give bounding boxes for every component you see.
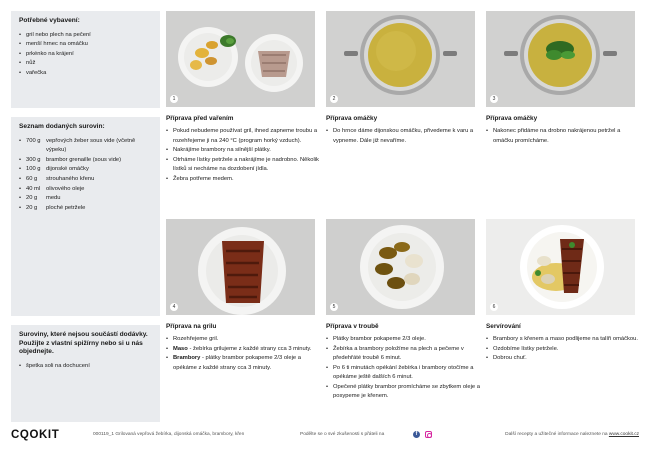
instruction-item: • Plátky brambor pokapeme 2/3 oleje. <box>326 335 480 345</box>
ingredient-quantity: • 100 g <box>26 166 41 173</box>
ingredients-title: Seznam dodaných surovin: <box>19 123 105 130</box>
ingredients-panel <box>11 117 160 316</box>
equipment-panel <box>11 11 160 108</box>
ingredient-name: vepřových žeber sous vide (včetně výpeku) <box>46 137 136 154</box>
step-title: Příprava omáčky <box>486 115 538 122</box>
instruction-item: • Opečené plátky brambor promícháme se zbytkem oleje a posypeme je křenem. <box>326 383 480 402</box>
pantry-list <box>19 362 152 372</box>
cookit-logo: CQOKIT <box>11 429 60 441</box>
served-dish-image <box>486 219 635 315</box>
ingredient-quantity: • 700 g <box>26 137 41 144</box>
instruction-keyword: Brambory <box>173 355 201 361</box>
step-title: Příprava na grilu <box>166 323 217 330</box>
ingredient-name: medu <box>46 195 61 202</box>
ingredient-quantity: • 20 g <box>26 204 38 211</box>
ingredient-quantity: • 60 g <box>26 175 38 182</box>
ingredient-quantity: • 300 g <box>26 156 41 163</box>
step-number-badge: 2 <box>330 95 338 103</box>
grilled-ribs-image <box>166 219 315 315</box>
equipment-item: • vařečka <box>19 69 152 79</box>
instruction-item: • Brambory s křenem a maso podlijeme na talíři omáčkou. <box>486 335 640 345</box>
step-title: Servírování <box>486 323 521 330</box>
ingredient-item <box>19 137 152 156</box>
more-recipes-text: Další recepty a užitečné informace naleznete na www.cookit.cz <box>505 432 639 437</box>
ingredient-name: olivového oleje <box>46 185 85 192</box>
step-5 <box>326 322 480 402</box>
ingredient-item <box>19 156 152 166</box>
instruction-keyword: Maso <box>173 345 188 352</box>
instruction-item: • Rozehřejeme gril. <box>166 335 320 345</box>
equipment-item: • prkénko na krájení <box>19 50 152 60</box>
step-instructions <box>326 335 480 402</box>
ingredient-name: strouhaného křenu <box>46 175 95 182</box>
step-instructions <box>166 335 320 373</box>
step-5-photo <box>326 219 475 315</box>
facebook-icon[interactable]: f <box>413 431 420 438</box>
step-title: Příprava omáčky <box>326 115 378 122</box>
instruction-item: • Nakrájíme brambory na silnější plátky. <box>166 146 320 156</box>
instruction-item: • Ozdobíme lístky petržele. <box>486 345 640 355</box>
step-instructions <box>486 127 640 146</box>
equipment-item: • menší hrnec na omáčku <box>19 40 152 50</box>
step-number-badge: 4 <box>170 303 178 311</box>
sauce-pot-image <box>326 11 475 107</box>
instruction-item: • Pokud nebudeme používat gril, ihned zapneme troubu a rozehřejeme ji na 240 °C (program horký vzduch). <box>166 127 320 146</box>
roasted-potatoes-image <box>326 219 475 315</box>
ingredient-name: dijonské omáčky <box>46 166 89 173</box>
step-6 <box>486 322 640 364</box>
instruction-item: • Maso - žebírka grilujeme z každé strany cca 3 minuty. <box>166 345 320 355</box>
recipe-id-text: 000119_1 Grilovaná vepřová žebírka, dijonská omáčka, brambory, křen <box>93 432 245 437</box>
step-instructions <box>326 127 480 146</box>
step-1 <box>166 114 320 184</box>
step-title: Příprava v troubě <box>326 323 379 330</box>
equipment-list <box>19 31 152 79</box>
instruction-item: • Žebírka a brambory položíme na plech a pečeme v předehřáté troubě 6 minut. <box>326 345 480 364</box>
footer <box>11 427 639 445</box>
potatoes-ribs-plates-image <box>166 11 315 107</box>
ingredient-item <box>19 165 152 175</box>
step-number-badge: 5 <box>330 303 338 311</box>
pantry-title: Suroviny, které nejsou součástí dodávky. Použijte z vlastní spižírny nebo si u nás objednejte. <box>19 331 148 356</box>
ingredient-item <box>19 194 152 204</box>
step-6-photo <box>486 219 635 315</box>
step-number-badge: 6 <box>490 303 498 311</box>
ingredient-item <box>19 175 152 185</box>
step-instructions <box>166 127 320 184</box>
pantry-item: • špetka soli na dochucení <box>19 362 152 372</box>
instruction-item: • Otrháme lístky petržele a nakrájíme je nadrobno. Několik lístků si necháme na dozdobení jídla. <box>166 156 320 175</box>
step-1-photo <box>166 11 315 107</box>
instagram-icon[interactable] <box>425 431 432 438</box>
share-text: Podělte se o své zkušenosti s přáteli na <box>300 432 385 437</box>
website-link[interactable]: www.cookit.cz <box>608 432 639 437</box>
instruction-item: • Po 6 ti minutách opékání žebírka i brambory otočíme a opékáme ještě dalších 6 minut. <box>326 364 480 383</box>
ingredients-list <box>19 137 152 214</box>
equipment-item: • nůž <box>19 59 152 69</box>
instruction-item: • Dobrou chuť. <box>486 354 640 364</box>
sauce-with-parsley-image <box>486 11 635 107</box>
instruction-item: • Do hrnce dáme dijonskou omáčku, přivedeme k varu a vypneme. Dále již nevaříme. <box>326 127 480 146</box>
step-3-photo <box>486 11 635 107</box>
equipment-item: • gril nebo plech na pečení <box>19 31 152 41</box>
ingredient-name: ploché petržele <box>46 204 86 211</box>
ingredient-item <box>19 204 152 214</box>
ingredient-item <box>19 185 152 195</box>
ingredient-name: brambor grenaille (sous vide) <box>46 156 122 163</box>
step-instructions <box>486 335 640 364</box>
step-number-badge: 1 <box>170 95 178 103</box>
ingredient-quantity: • 20 g <box>26 195 38 202</box>
pantry-panel <box>11 325 160 422</box>
step-4 <box>166 322 320 373</box>
step-3 <box>486 114 640 146</box>
step-2-photo <box>326 11 475 107</box>
instruction-item: • Nakonec přidáme na drobno nakrájenou petržel a omáčku promícháme. <box>486 127 640 146</box>
step-4-photo <box>166 219 315 315</box>
step-2 <box>326 114 480 146</box>
ingredient-quantity: • 40 ml <box>26 185 41 192</box>
step-title: Příprava před vařením <box>166 115 234 122</box>
instruction-item: • Žebra potřeme medem. <box>166 175 320 185</box>
instruction-item: • Brambory - plátky brambor pokapeme 2/3 oleje a opékáme z každé strany cca 3 minuty. <box>166 354 320 373</box>
step-number-badge: 3 <box>490 95 498 103</box>
equipment-title: Potřebné vybavení: <box>19 17 80 24</box>
